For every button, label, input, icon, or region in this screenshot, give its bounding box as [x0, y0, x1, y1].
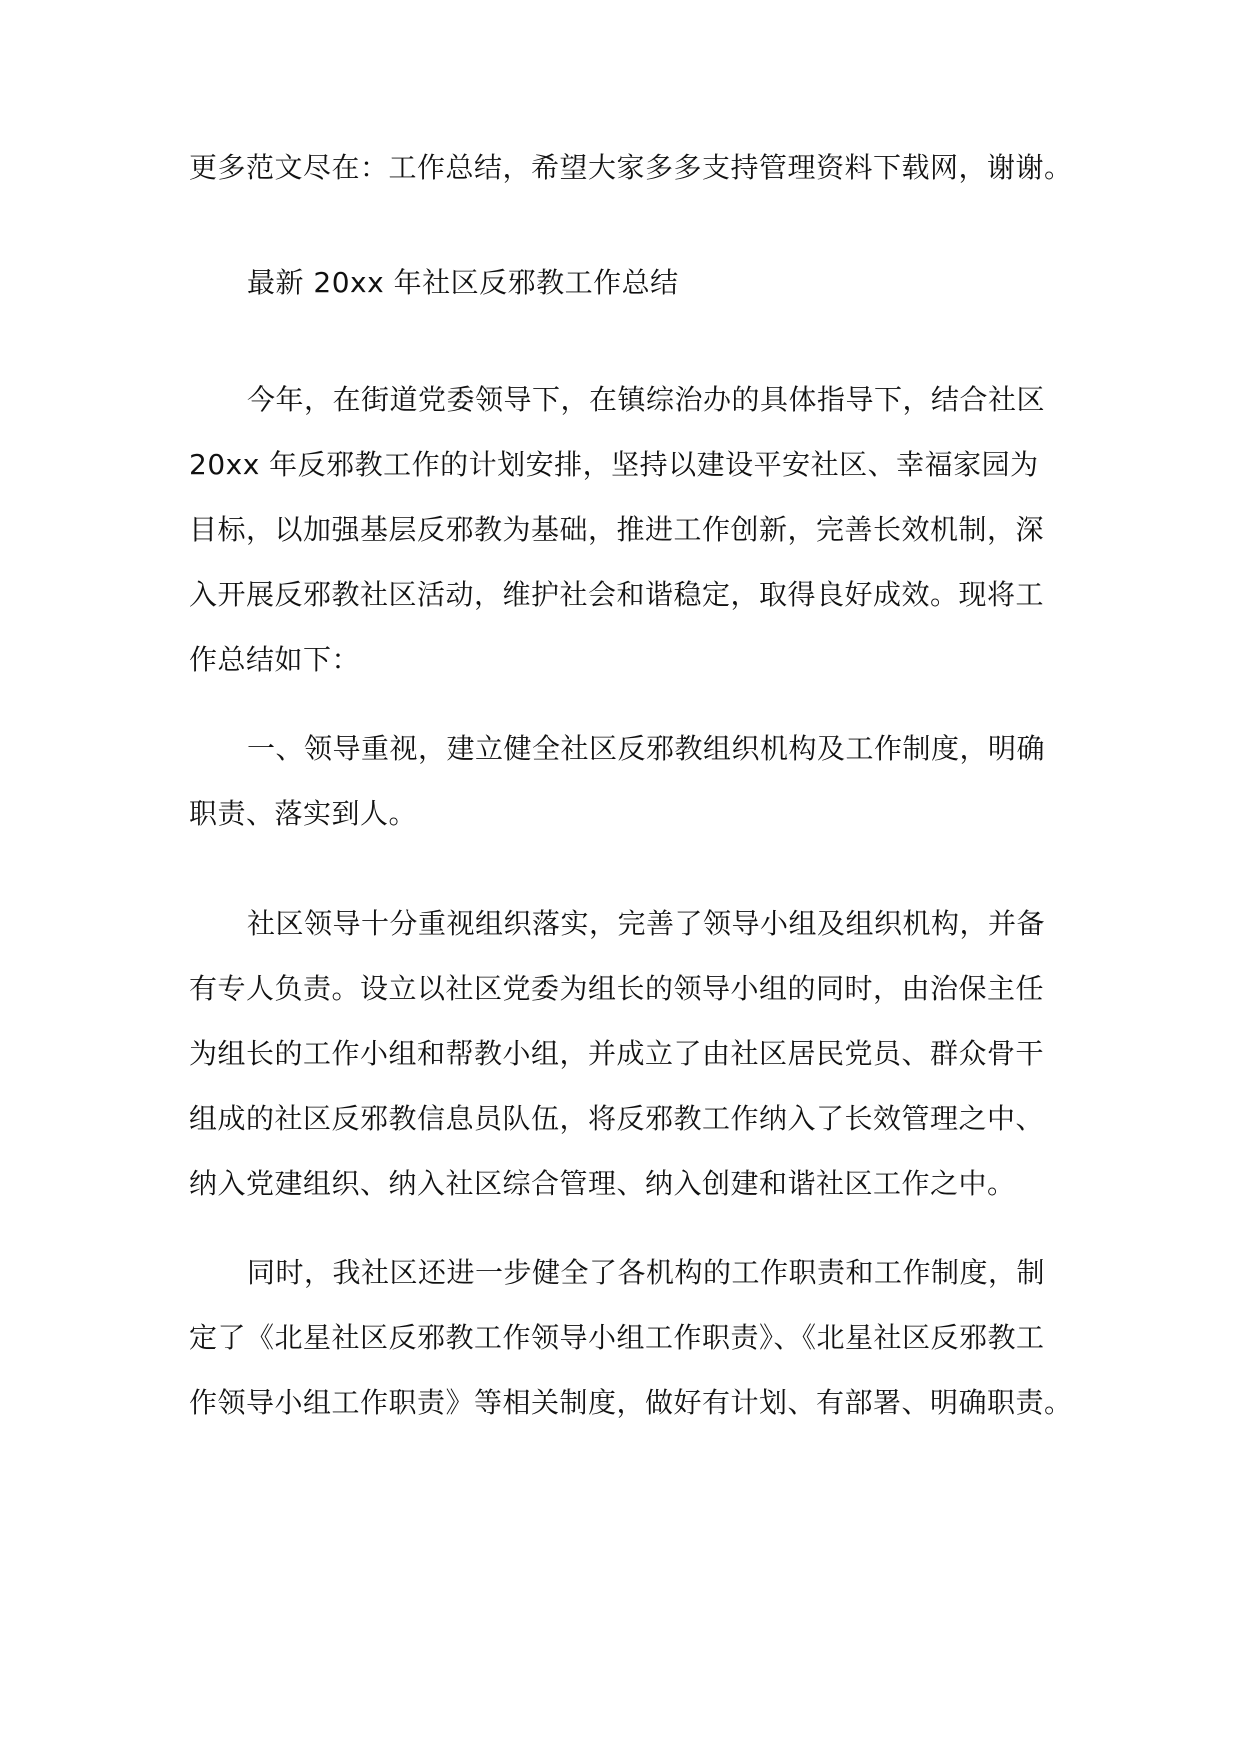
paragraph-line: 定了《北星社区反邪教工作领导小组工作职责》、《北星社区反邪教工 [189, 1321, 1045, 1354]
paragraph-line: 作总结如下： [189, 643, 361, 676]
section-heading-1 [189, 716, 1069, 846]
heading-line: 一、领导重视，建立健全社区反邪教组织机构及工作制度，明确 [247, 732, 1046, 765]
title-line: 最新 20xx 年社区反邪教工作总结 [247, 266, 679, 299]
paragraph-line: 目标，以加强基层反邪教为基础，推进工作创新，完善长效机制，深 [189, 513, 1045, 546]
paragraph-line: 社区领导十分重视组织落实，完善了领导小组及组织机构，并备 [247, 907, 1046, 940]
paragraph-line: 20xx 年反邪教工作的计划安排，坚持以建设平安社区、幸福家园为 [189, 448, 1039, 481]
paragraph-line: 作领导小组工作职责》等相关制度，做好有计划、有部署、明确职责。 [189, 1386, 1073, 1419]
paragraph-line: 组成的社区反邪教信息员队伍，将反邪教工作纳入了长效管理之中、 [189, 1102, 1045, 1135]
paragraph-line: 为组长的工作小组和帮教小组，并成立了由社区居民党员、群众骨干 [189, 1037, 1045, 1070]
paragraph-intro [189, 367, 1069, 692]
heading-line: 职责、落实到人。 [189, 797, 418, 830]
paragraph-organization [189, 891, 1069, 1216]
header-note-line: 更多范文尽在：工作总结，希望大家多多支持管理资料下载网，谢谢。 [189, 151, 1073, 184]
document-title [189, 250, 1069, 315]
paragraph-line: 同时，我社区还进一步健全了各机构的工作职责和工作制度，制 [247, 1256, 1046, 1289]
paragraph-line: 今年，在街道党委领导下，在镇综治办的具体指导下，结合社区 [247, 383, 1046, 416]
paragraph-line: 纳入党建组织、纳入社区综合管理、纳入创建和谐社区工作之中。 [189, 1167, 1016, 1200]
paragraph-line: 有专人负责。设立以社区党委为组长的领导小组的同时，由治保主任 [189, 972, 1045, 1005]
paragraph-line: 入开展反邪教社区活动，维护社会和谐稳定，取得良好成效。现将工 [189, 578, 1045, 611]
paragraph-regulations [189, 1240, 1073, 1435]
header-note [189, 135, 1073, 200]
